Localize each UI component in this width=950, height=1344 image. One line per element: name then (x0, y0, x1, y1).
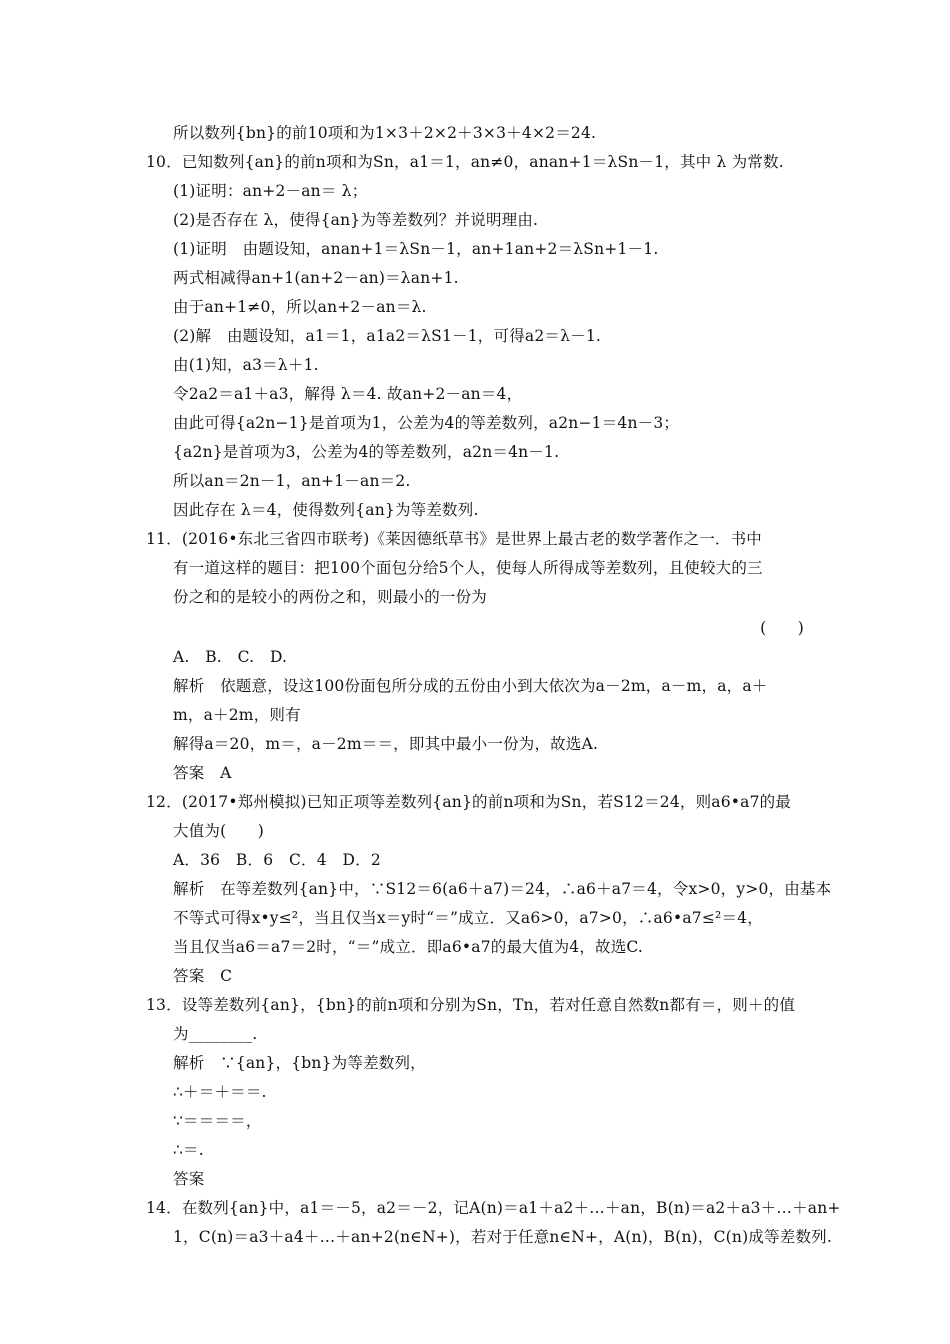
text-line: 由于an+1≠0，所以an+2－an＝λ. (173, 298, 427, 316)
text-line: 因此存在 λ＝4，使得数列{an}为等差数列. (173, 501, 479, 519)
text-line: 有一道这样的题目：把100个面包分给5个人，使每人所得成等差数列，且使较大的三 (173, 559, 763, 577)
text-line: ∵＝＝＝＝， (173, 1112, 262, 1130)
answer-line: 答案 A (173, 764, 232, 782)
text-line: m，a＋2m，则有 (173, 706, 301, 724)
text-line: 为________. (173, 1025, 258, 1043)
text-line: {a2n}是首项为3，公差为4的等差数列，a2n＝4n－1. (173, 443, 560, 461)
text-line: ∴＝. (173, 1141, 204, 1159)
text-line: 大值为( ) (173, 822, 264, 840)
answer-line: 答案 (173, 1170, 205, 1188)
text-line: (1)证明 由题设知，anan+1＝λSn－1，an+1an+2＝λSn+1－1. (173, 240, 659, 258)
text-line: 份之和的是较小的两份之和，则最小的一份为 (173, 588, 488, 606)
text-line: 所以an＝2n－1，an+1－an＝2. (173, 472, 411, 490)
problem-11-stem: 11．(2016•东北三省四市联考)《莱因德纸草书》是世界上最古老的数学著作之一．书中 (146, 530, 763, 548)
text-line: 由此可得{a2n−1}是首项为1，公差为4的等差数列，a2n−1＝4n－3； (173, 414, 680, 432)
answer-line: 答案 C (173, 967, 233, 985)
choices: A. B. C. D. (173, 648, 288, 666)
text-line: ∴＋＝＋＝＝. (173, 1083, 267, 1101)
problem-10-stem: 10．已知数列{an}的前n项和为Sn，a1＝1，an≠0，anan+1＝λSn－1，其中 λ 为常数. (146, 153, 784, 171)
text-line: 当且仅当a6＝a7＝2时，“＝”成立．即a6•a7的最大值为4，故选C. (173, 938, 644, 956)
problem-12-stem: 12．(2017•郑州模拟)已知正项等差数列{an}的前n项和为Sn，若S12＝24，则a6•a7的最 (146, 793, 792, 811)
text-line: (2)解 由题设知，a1＝1，a1a2＝λS1－1，可得a2＝λ－1. (173, 327, 602, 345)
text-line: 解得a＝20，m＝，a－2m＝＝，即其中最小一份为，故选A. (173, 735, 599, 753)
text-line: 解析 依题意，设这100份面包所分成的五份由小到大依次为a－2m，a－m，a，a＋ (173, 677, 768, 695)
text-line: 两式相减得an+1(an+2－an)＝λan+1. (173, 269, 459, 287)
answer-bracket: ( ) (760, 619, 804, 637)
text-line: 1，C(n)＝a3＋a4＋…＋an+2(n∈N+)，若对于任意n∈N+，A(n)，B(n)，C(n)成等差数列. (173, 1228, 832, 1246)
choices: A．36 B．6 C．4 D．2 (173, 851, 381, 869)
text-line: 不等式可得x•y≤²，当且仅当x＝y时“＝”成立．又a6>0，a7>0，∴a6•a7≤²＝4， (173, 909, 763, 927)
problem-13-stem: 13．设等差数列{an}，{bn}的前n项和分别为Sn，Tn，若对任意自然数n都有＝，则＋的值 (146, 996, 796, 1014)
text-line: 解析 在等差数列{an}中，∵S12＝6(a6＋a7)＝24，∴a6＋a7＝4，令x>0，y>0，由基本 (173, 880, 832, 898)
text-line: 由(1)知，a3＝λ＋1. (173, 356, 319, 374)
text-line: (2)是否存在 λ，使得{an}为等差数列？并说明理由. (173, 211, 539, 229)
text-line: (1)证明：an+2－an＝ λ； (173, 182, 368, 200)
text-line: 解析 ∵{an}，{bn}为等差数列， (173, 1054, 426, 1072)
problem-14-stem: 14．在数列{an}中，a1＝－5，a2＝－2，记A(n)＝a1＋a2＋…＋an，B(n)＝a2＋a3＋…＋an+ (146, 1199, 841, 1217)
text-line: 令2a2＝a1＋a3，解得 λ＝4. 故an+2－an＝4， (173, 385, 523, 403)
text-line: 所以数列{bn}的前10项和为1×3＋2×2＋3×3＋4×2＝24. (173, 124, 597, 142)
